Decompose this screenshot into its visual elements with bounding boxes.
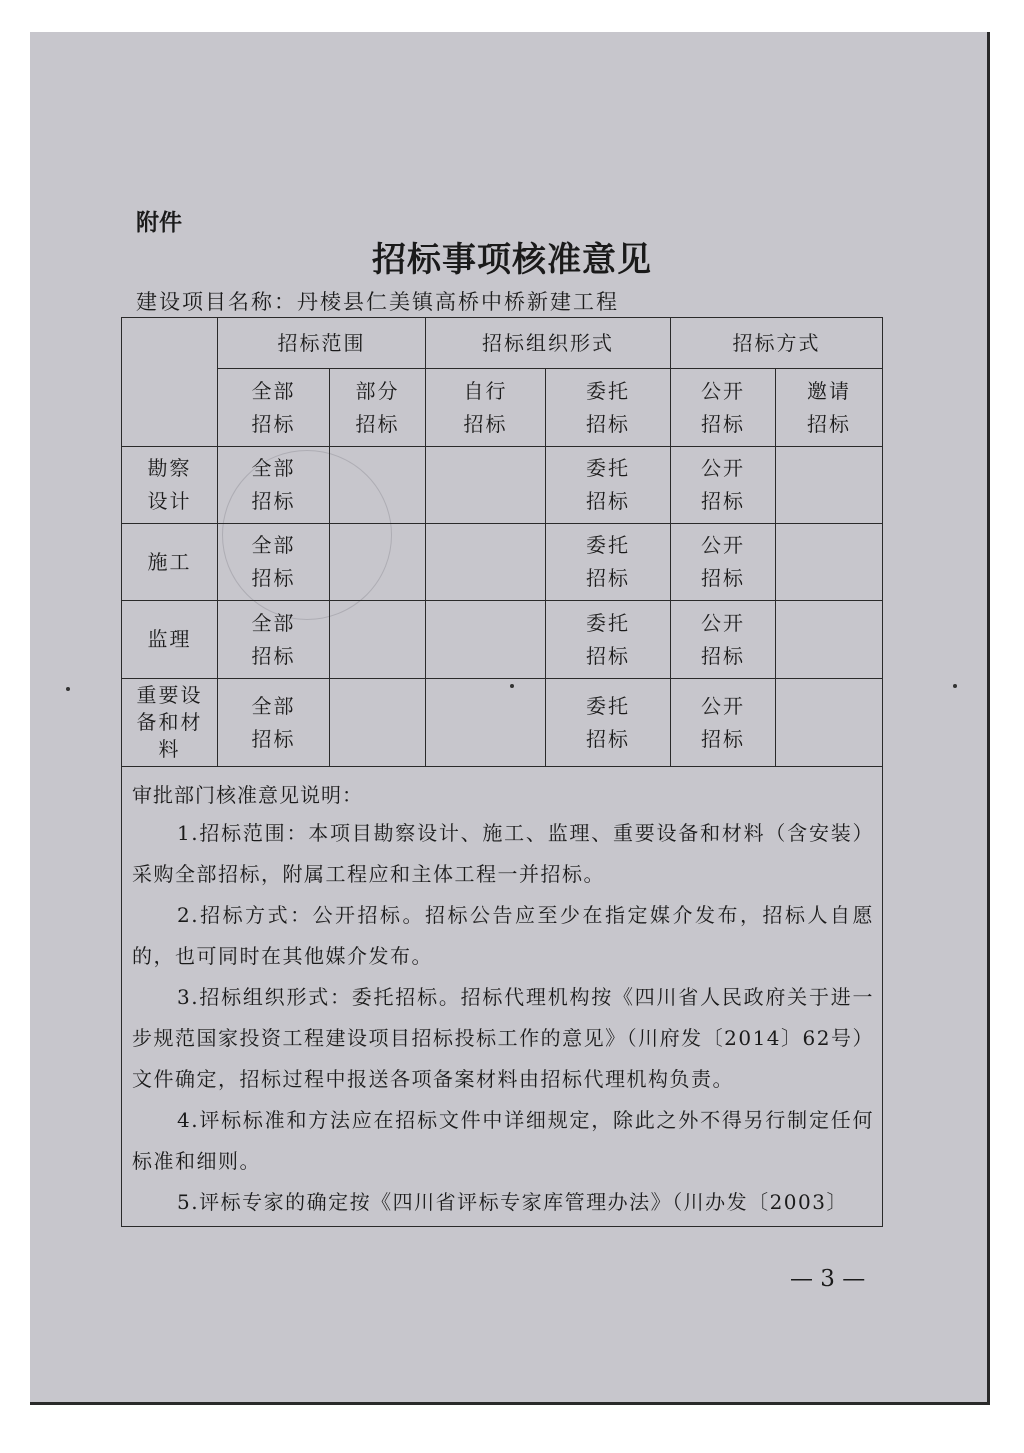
approval-item-1: 1.招标范围：本项目勘察设计、施工、监理、重要设备和材料（含安装）采购全部招标，附属工程应和主体工程一并招标。 [132,821,874,886]
sub-header-self: 自行 招标 [426,369,546,447]
approval-item-5: 5.评标专家的确定按《四川省评标专家库管理办法》（川办发〔2003〕 [177,1190,848,1214]
sub-header-partial: 部分 招标 [330,369,426,447]
approval-notes [122,767,883,1227]
sub-header-all: 全部 招标 [218,369,330,447]
corner-cell [122,318,218,447]
table-row-survey-design [122,447,883,524]
cell-invited [776,679,883,767]
cell-entrusted: 委托 招标 [546,447,671,524]
sub-header-entrusted: 委托 招标 [546,369,671,447]
approval-item-2: 2.招标方式：公开招标。招标公告应至少在指定媒介发布，招标人自愿的，也可同时在其他媒介发布。 [132,903,874,968]
attachment-label: 附件 [136,210,182,236]
cell-partial [330,524,426,601]
scan-speck [953,684,957,688]
table-row-supervision [122,601,883,679]
cell-open: 公开 招标 [671,524,776,601]
cell-entrusted: 委托 招标 [546,679,671,767]
cell-open: 公开 招标 [671,679,776,767]
scan-speck [66,687,70,691]
cell-self [426,524,546,601]
table-row-construction [122,524,883,601]
group-header-organization: 招标组织形式 [426,318,671,369]
cell-all: 全部 招标 [218,679,330,767]
cell-open: 公开 招标 [671,601,776,679]
cell-invited [776,447,883,524]
group-header-row [122,318,883,369]
cell-invited [776,601,883,679]
cell-self [426,601,546,679]
approval-item-4: 4.评标标准和方法应在招标文件中详细规定，除此之外不得另行制定任何标准和细则。 [132,1108,874,1173]
bidding-approval-table [121,317,883,1227]
cell-partial [330,679,426,767]
cell-partial [330,601,426,679]
row-label: 勘察 设计 [122,447,218,524]
group-header-scope: 招标范围 [218,318,426,369]
cell-self [426,679,546,767]
sub-header-row [122,369,883,447]
cell-self [426,447,546,524]
page-number: — 3 — [790,1266,866,1292]
cell-partial [330,447,426,524]
cell-all: 全部 招标 [218,524,330,601]
project-name-line: 建设项目名称：丹棱县仁美镇高桥中桥新建工程 [136,290,619,314]
row-label: 重要设 备和材 料 [122,679,218,767]
row-label: 施工 [122,524,218,601]
row-label: 监理 [122,601,218,679]
approval-row [122,767,883,1227]
table-row-equipment-materials [122,679,883,767]
cell-open: 公开 招标 [671,447,776,524]
page-title: 招标事项核准意见 [372,240,652,280]
cell-entrusted: 委托 招标 [546,601,671,679]
scan-edge-bottom [30,1402,990,1405]
approval-heading: 审批部门核准意见说明： [132,783,363,807]
approval-item-3: 3.招标组织形式：委托招标。招标代理机构按《四川省人民政府关于进一步规范国家投资工程建设项目招标投标工作的意见》（川府发〔2014〕62号）文件确定，招标过程中报送各项备案材料由招标代理机构负责。 [132,985,874,1091]
group-header-method: 招标方式 [671,318,883,369]
cell-invited [776,524,883,601]
cell-all: 全部 招标 [218,447,330,524]
sub-header-open: 公开 招标 [671,369,776,447]
cell-all: 全部 招标 [218,601,330,679]
cell-entrusted: 委托 招标 [546,524,671,601]
sub-header-invited: 邀请 招标 [776,369,883,447]
